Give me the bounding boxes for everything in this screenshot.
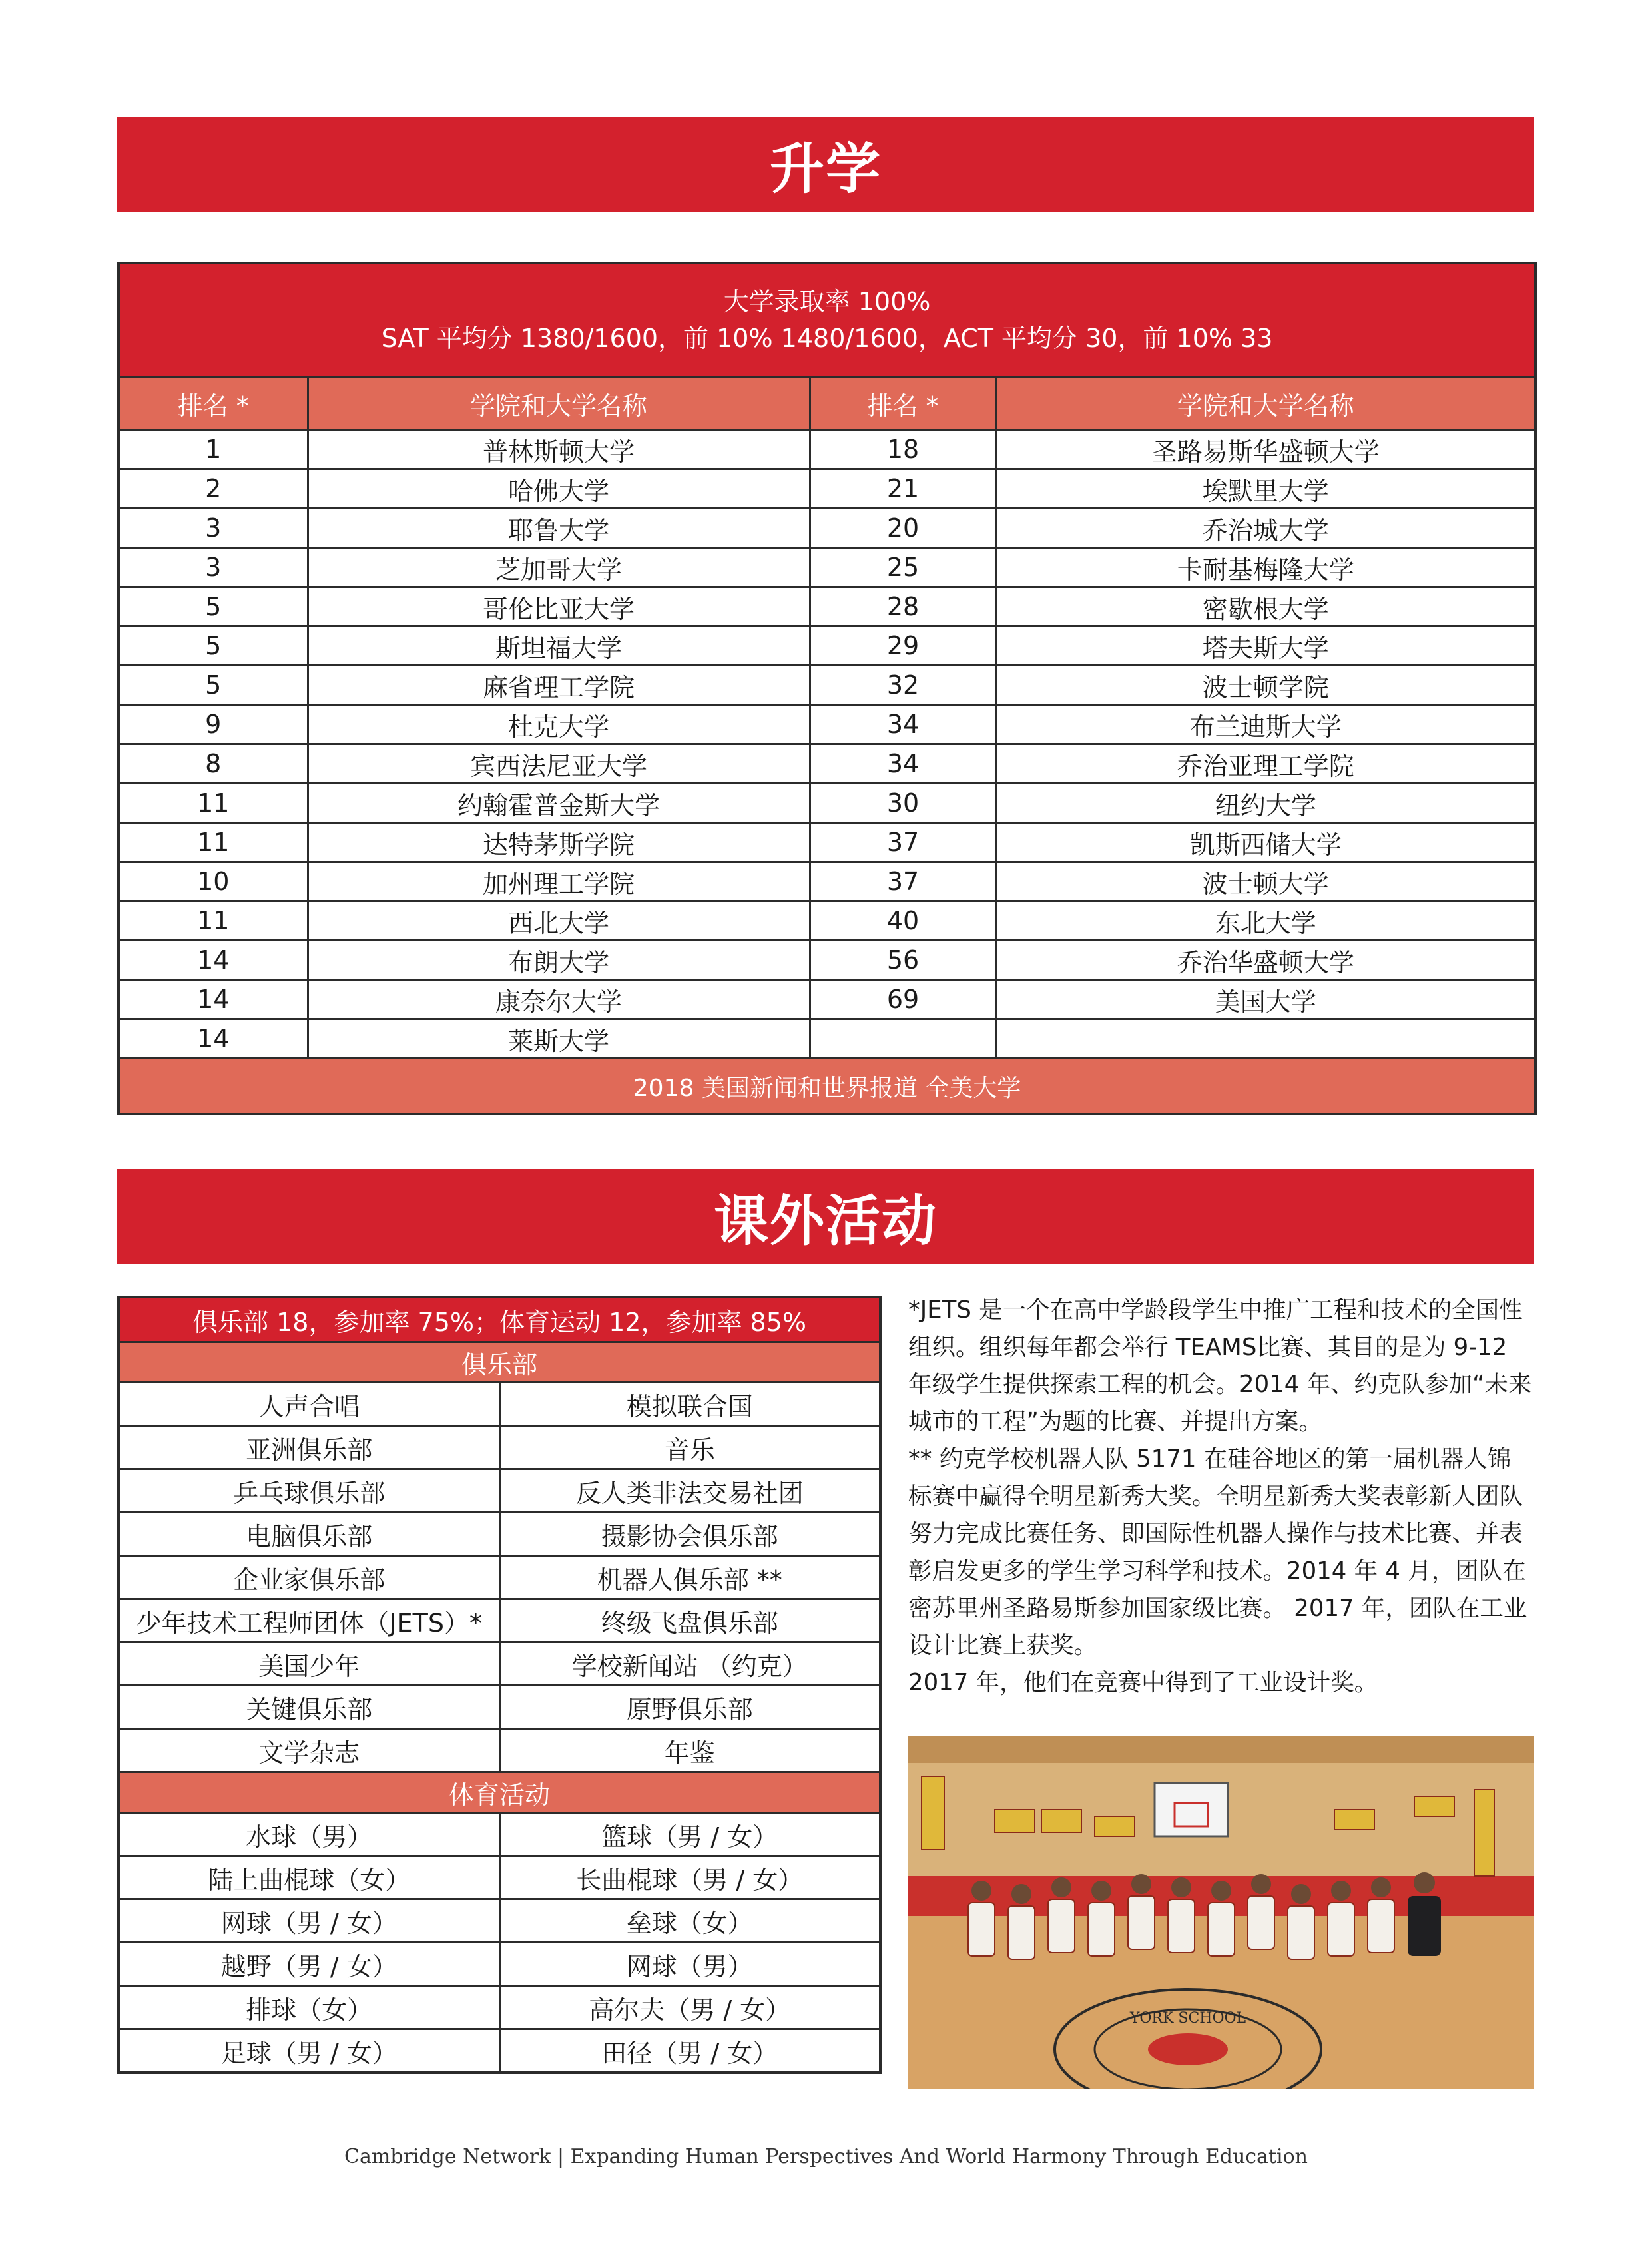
table-cell: 网球（男 / 女） [119, 1899, 499, 1943]
table-cell: 耶鲁大学 [308, 509, 810, 548]
table-cell [996, 1019, 1535, 1059]
table-cell: 年鉴 [499, 1729, 880, 1772]
table-row [119, 626, 1535, 666]
table-row [119, 666, 1535, 705]
table-row [119, 509, 1535, 548]
table-cell: 宾西法尼亚大学 [308, 744, 810, 784]
table-cell: 关键俱乐部 [119, 1686, 499, 1729]
table-cell: 原野俱乐部 [499, 1686, 880, 1729]
table-row [119, 1729, 880, 1772]
admission-rate: 大学录取率 100% [723, 286, 931, 316]
table-cell: 28 [810, 587, 996, 626]
table-cell: 埃默里大学 [996, 469, 1535, 509]
table-cell: 音乐 [499, 1426, 880, 1469]
table-cell: 杜克大学 [308, 705, 810, 744]
clubs-header: 俱乐部 [119, 1342, 880, 1383]
table-row [119, 1813, 880, 1856]
table-cell: 约翰霍普金斯大学 [308, 784, 810, 823]
table-row [119, 1469, 880, 1513]
table-row [119, 1686, 880, 1729]
table-row [119, 1642, 880, 1686]
gym-photo-illustration [908, 1736, 1534, 2089]
table-cell: 5 [119, 666, 308, 705]
award-note: 2017 年，他们在竞赛中得到了工业设计奖。 [908, 1669, 1378, 1696]
table-cell: 加州理工学院 [308, 862, 810, 901]
table-cell: 卡耐基梅隆大学 [996, 548, 1535, 587]
table-cell: 机器人俱乐部 ** [499, 1556, 880, 1599]
table-cell: 14 [119, 941, 308, 980]
sports-header: 体育活动 [119, 1772, 880, 1813]
table-cell: 达特茅斯学院 [308, 823, 810, 862]
table-cell: 文学杂志 [119, 1729, 499, 1772]
table-cell: 越野（男 / 女） [119, 1943, 499, 1986]
table-cell [810, 1019, 996, 1059]
table-cell: 14 [119, 1019, 308, 1059]
table-cell: 37 [810, 823, 996, 862]
table-row [119, 1599, 880, 1642]
table-cell: 垒球（女） [499, 1899, 880, 1943]
table-header-row [119, 377, 1535, 430]
admission-summary [119, 263, 1535, 377]
table-cell: 波士顿学院 [996, 666, 1535, 705]
table-cell: 乒乓球俱乐部 [119, 1469, 499, 1513]
table-row [119, 548, 1535, 587]
table-cell: 乔治亚理工学院 [996, 744, 1535, 784]
table-cell: 25 [810, 548, 996, 587]
table-cell: 乔治华盛顿大学 [996, 941, 1535, 980]
table-cell: 少年技术工程师团体（JETS）* [119, 1599, 499, 1642]
table-cell: 水球（男） [119, 1813, 499, 1856]
table-cell: 14 [119, 980, 308, 1019]
table-cell: 美国大学 [996, 980, 1535, 1019]
table-cell: 波士顿大学 [996, 862, 1535, 901]
page-footer: Cambridge Network | Expanding Human Perspectives And World Harmony Through Education [344, 2145, 1308, 2168]
table-row [119, 980, 1535, 1019]
table-cell: 企业家俱乐部 [119, 1556, 499, 1599]
test-scores: SAT 平均分 1380/1600，前 10% 1480/1600，ACT 平均分 30，前 10% 33 [381, 324, 1273, 353]
table-cell: 11 [119, 901, 308, 941]
table-row [119, 1556, 880, 1599]
table-cell: 芝加哥大学 [308, 548, 810, 587]
table-cell: 34 [810, 705, 996, 744]
activities-table [117, 1296, 882, 2074]
table-cell: 西北大学 [308, 901, 810, 941]
table-cell: 20 [810, 509, 996, 548]
table-cell: 长曲棍球（男 / 女） [499, 1856, 880, 1899]
section-banner-admission [117, 117, 1534, 212]
table-cell: 东北大学 [996, 901, 1535, 941]
table-cell: 美国少年 [119, 1642, 499, 1686]
table-row [119, 862, 1535, 901]
table-cell: 5 [119, 587, 308, 626]
table-source-note: 2018 美国新闻和世界报道 全美大学 [119, 1059, 1535, 1115]
column-header: 排名 * [810, 377, 996, 430]
table-cell: 密歇根大学 [996, 587, 1535, 626]
table-row [119, 1899, 880, 1943]
table-cell: 2 [119, 469, 308, 509]
team-photo [908, 1736, 1534, 2089]
column-header: 排名 * [119, 377, 308, 430]
table-cell: 高尔夫（男 / 女） [499, 1986, 880, 2029]
table-cell: 32 [810, 666, 996, 705]
robotics-note: ** 约克学校机器人队 5171 在硅谷地区的第一届机器人锦标赛中赢得全明星新秀大奖。全明星新秀大奖表彰新人团队努力完成比赛任务、即国际性机器人操作与技术比赛、并表彰启发更多的学生学习科学和技术。2014 年 4 月，团队在密苏里州圣路易斯参加国家级比赛。 2017 年，团队在工业设计比赛上获奖。 [908, 1445, 1527, 1659]
table-cell: 56 [810, 941, 996, 980]
table-row [119, 587, 1535, 626]
activities-summary: 俱乐部 18，参加率 75%；体育运动 12，参加率 85% [119, 1297, 880, 1342]
table-cell: 亚洲俱乐部 [119, 1426, 499, 1469]
table-cell: 1 [119, 430, 308, 469]
column-header: 学院和大学名称 [996, 377, 1535, 430]
table-cell: 田径（男 / 女） [499, 2029, 880, 2073]
table-cell: 模拟联合国 [499, 1383, 880, 1426]
table-cell: 11 [119, 784, 308, 823]
table-row [119, 2029, 880, 2073]
table-cell: 11 [119, 823, 308, 862]
table-row [119, 1986, 880, 2029]
table-row [119, 823, 1535, 862]
section-banner-activities [117, 1169, 1534, 1264]
table-cell: 69 [810, 980, 996, 1019]
table-cell: 3 [119, 548, 308, 587]
table-row [119, 784, 1535, 823]
table-cell: 人声合唱 [119, 1383, 499, 1426]
table-cell: 斯坦福大学 [308, 626, 810, 666]
table-cell: 29 [810, 626, 996, 666]
table-cell: 布兰迪斯大学 [996, 705, 1535, 744]
table-cell: 18 [810, 430, 996, 469]
table-cell: 麻省理工学院 [308, 666, 810, 705]
table-row [119, 1513, 880, 1556]
table-cell: 电脑俱乐部 [119, 1513, 499, 1556]
table-cell: 21 [810, 469, 996, 509]
table-cell: 篮球（男 / 女） [499, 1813, 880, 1856]
college-ranking-table [117, 262, 1537, 1115]
table-row [119, 1019, 1535, 1059]
table-cell: 37 [810, 862, 996, 901]
table-cell: 乔治城大学 [996, 509, 1535, 548]
table-row [119, 941, 1535, 980]
table-cell: 纽约大学 [996, 784, 1535, 823]
table-cell: 布朗大学 [308, 941, 810, 980]
table-cell: 9 [119, 705, 308, 744]
column-header: 学院和大学名称 [308, 377, 810, 430]
table-row [119, 705, 1535, 744]
table-cell: 哥伦比亚大学 [308, 587, 810, 626]
table-cell: 塔夫斯大学 [996, 626, 1535, 666]
table-cell: 排球（女） [119, 1986, 499, 2029]
table-cell: 学校新闻站 （约克） [499, 1642, 880, 1686]
table-row [119, 901, 1535, 941]
table-row [119, 1383, 880, 1426]
table-cell: 5 [119, 626, 308, 666]
table-cell: 3 [119, 509, 308, 548]
table-row [119, 430, 1535, 469]
table-cell: 哈佛大学 [308, 469, 810, 509]
table-row [119, 744, 1535, 784]
court-logo-text: YORK SCHOOL [1129, 2010, 1246, 2027]
table-cell: 足球（男 / 女） [119, 2029, 499, 2073]
table-cell: 10 [119, 862, 308, 901]
table-cell: 终级飞盘俱乐部 [499, 1599, 880, 1642]
table-cell: 陆上曲棍球（女） [119, 1856, 499, 1899]
table-cell: 摄影协会俱乐部 [499, 1513, 880, 1556]
table-cell: 康奈尔大学 [308, 980, 810, 1019]
table-cell: 30 [810, 784, 996, 823]
table-cell: 网球（男） [499, 1943, 880, 1986]
table-cell: 反人类非法交易社团 [499, 1469, 880, 1513]
table-cell: 凯斯西储大学 [996, 823, 1535, 862]
table-cell: 普林斯顿大学 [308, 430, 810, 469]
table-row [119, 469, 1535, 509]
jets-note: *JETS 是一个在高中学龄段学生中推广工程和技术的全国性组织。组织每年都会举行 TEAMS比赛、其目的是为 9-12 年级学生提供探索工程的机会。2014 年、约克队参加“未来城市的工程”为题的比赛、并提出方案。 [908, 1296, 1532, 1435]
table-cell: 34 [810, 744, 996, 784]
table-row [119, 1426, 880, 1469]
activities-notes [908, 1292, 1534, 1702]
table-row [119, 1943, 880, 1986]
section-title: 课外活动 [713, 1189, 938, 1253]
section-title: 升学 [769, 137, 882, 201]
table-cell: 莱斯大学 [308, 1019, 810, 1059]
table-cell: 圣路易斯华盛顿大学 [996, 430, 1535, 469]
table-cell: 8 [119, 744, 308, 784]
table-cell: 40 [810, 901, 996, 941]
table-row [119, 1856, 880, 1899]
